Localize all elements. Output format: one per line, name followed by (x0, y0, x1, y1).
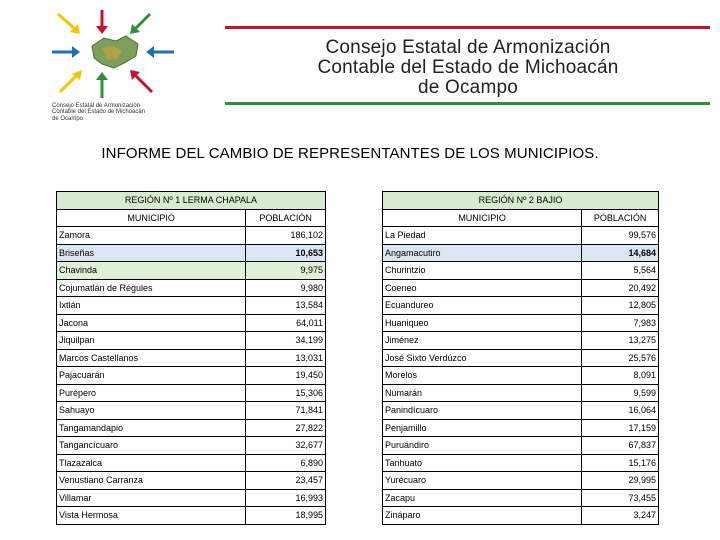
table-row (57, 349, 326, 367)
table-row (57, 332, 326, 350)
poblacion-cell: 18,995 (246, 507, 326, 525)
region1-title: REGIÓN Nº 1 LERMA CHAPALA (57, 192, 326, 210)
header-red-rule (225, 26, 710, 29)
poblacion-cell: 27,822 (246, 419, 326, 437)
table-row (383, 454, 659, 472)
table-row (57, 437, 326, 455)
poblacion-cell: 13,031 (246, 349, 326, 367)
table-row (57, 419, 326, 437)
logo-caption-line: de Ocampo (52, 115, 84, 122)
poblacion-cell: 9,980 (246, 279, 326, 297)
col-municipio-header: MUNICIPIO (57, 209, 246, 227)
municipio-cell: Vista Hermosa (57, 507, 246, 525)
municipio-cell: Zamora (57, 227, 246, 245)
org-title-line: Contable del Estado de Michoacán (317, 57, 619, 78)
municipio-cell: Ecuandureo (383, 297, 582, 315)
table-row (57, 244, 326, 262)
region1-table (56, 191, 326, 525)
municipio-cell: Panindícuaro (383, 402, 582, 420)
municipio-cell: Tanhuato (383, 454, 582, 472)
municipio-cell: Zináparo (383, 507, 582, 525)
table-row (383, 349, 659, 367)
table-row (57, 367, 326, 385)
logo-caption-line: Contable del Estado de Michoacán (52, 109, 146, 116)
poblacion-cell: 73,455 (582, 489, 659, 507)
region2-title: REGIÓN Nº 2 BAJIO (383, 192, 659, 210)
table-row (383, 227, 659, 245)
municipio-cell: Pajacuarán (57, 367, 246, 385)
org-title (288, 38, 648, 98)
table-row (57, 402, 326, 420)
municipio-cell: Briseñas (57, 244, 246, 262)
municipio-cell: Puruándiro (383, 437, 582, 455)
org-title-line: de Ocampo (417, 77, 519, 98)
poblacion-cell: 16,993 (246, 489, 326, 507)
poblacion-cell: 71,841 (246, 402, 326, 420)
table-row (383, 472, 659, 490)
municipio-cell: Ixtlán (57, 297, 246, 315)
municipio-cell: Villamar (57, 489, 246, 507)
table-row (57, 472, 326, 490)
region2-body (383, 227, 659, 525)
poblacion-cell: 23,457 (246, 472, 326, 490)
poblacion-cell: 5,564 (582, 262, 659, 280)
municipio-cell: Tangancícuaro (57, 437, 246, 455)
municipio-cell: Jiménez (383, 332, 582, 350)
table-row (57, 314, 326, 332)
municipio-cell: Penjamillo (383, 419, 582, 437)
municipio-cell: Chavinda (57, 262, 246, 280)
poblacion-cell: 99,576 (582, 227, 659, 245)
region2-table (382, 191, 659, 525)
municipio-cell: Jacona (57, 314, 246, 332)
table-row (383, 279, 659, 297)
municipio-cell: Tangamandapio (57, 419, 246, 437)
poblacion-cell: 186,102 (246, 227, 326, 245)
poblacion-cell: 19,450 (246, 367, 326, 385)
municipio-cell: Angamacutiro (383, 244, 582, 262)
poblacion-cell: 16,064 (582, 402, 659, 420)
table-row (383, 402, 659, 420)
table-row (57, 384, 326, 402)
col-poblacion-header: POBLACIÓN (582, 209, 659, 227)
poblacion-cell: 20,492 (582, 279, 659, 297)
table-row (383, 314, 659, 332)
poblacion-cell: 64,011 (246, 314, 326, 332)
report-title: INFORME DEL CAMBIO DE REPRESENTANTES DE LOS MUNICIPIOS. (101, 145, 599, 162)
municipio-cell: La Piedad (383, 227, 582, 245)
table-row (383, 507, 659, 525)
region1-body (57, 227, 326, 525)
header-green-rule (225, 102, 710, 105)
poblacion-cell: 17,159 (582, 419, 659, 437)
poblacion-cell: 15,306 (246, 384, 326, 402)
municipio-cell: Marcos Castellanos (57, 349, 246, 367)
council-logo (52, 8, 177, 100)
logo-caption-line: Consejo Estatal de Armonización (52, 103, 141, 109)
municipio-cell: Tlazazalca (57, 454, 246, 472)
table-row (57, 454, 326, 472)
poblacion-cell: 8,091 (582, 367, 659, 385)
org-title-line: Consejo Estatal de Armonización (325, 37, 611, 58)
poblacion-cell: 13,584 (246, 297, 326, 315)
municipio-cell: Churintzio (383, 262, 582, 280)
poblacion-cell: 15,176 (582, 454, 659, 472)
municipio-cell: Numarán (383, 384, 582, 402)
table-row (57, 489, 326, 507)
municipio-cell: Sahuayo (57, 402, 246, 420)
table-row (57, 227, 326, 245)
poblacion-cell: 9,599 (582, 384, 659, 402)
table-row (57, 507, 326, 525)
poblacion-cell: 6,890 (246, 454, 326, 472)
table-row (383, 367, 659, 385)
table-row (57, 297, 326, 315)
table-row (383, 297, 659, 315)
table-row (383, 419, 659, 437)
municipio-cell: Coeneo (383, 279, 582, 297)
logo-caption (52, 103, 192, 122)
poblacion-cell: 34,199 (246, 332, 326, 350)
table-row (383, 332, 659, 350)
poblacion-cell: 13,275 (582, 332, 659, 350)
table-row (383, 244, 659, 262)
poblacion-cell: 9,975 (246, 262, 326, 280)
municipio-cell: Purépero (57, 384, 246, 402)
poblacion-cell: 3,247 (582, 507, 659, 525)
table-row (57, 262, 326, 280)
col-municipio-header: MUNICIPIO (383, 209, 582, 227)
table-row (383, 489, 659, 507)
table-row (383, 437, 659, 455)
poblacion-cell: 7,983 (582, 314, 659, 332)
poblacion-cell: 67,837 (582, 437, 659, 455)
poblacion-cell: 10,653 (246, 244, 326, 262)
poblacion-cell: 32,677 (246, 437, 326, 455)
poblacion-cell: 25,576 (582, 349, 659, 367)
poblacion-cell: 14,684 (582, 244, 659, 262)
col-poblacion-header: POBLACIÓN (246, 209, 326, 227)
municipio-cell: Cojumatlán de Régules (57, 279, 246, 297)
table-row (383, 262, 659, 280)
municipio-cell: Jiquilpan (57, 332, 246, 350)
municipio-cell: José Sixto Verdúzco (383, 349, 582, 367)
municipio-cell: Zacapu (383, 489, 582, 507)
table-row (57, 279, 326, 297)
municipio-cell: Venustiano Carranza (57, 472, 246, 490)
table-row (383, 384, 659, 402)
poblacion-cell: 12,805 (582, 297, 659, 315)
municipio-cell: Huaniqueo (383, 314, 582, 332)
municipio-cell: Morelos (383, 367, 582, 385)
poblacion-cell: 29,995 (582, 472, 659, 490)
municipio-cell: Yurécuaro (383, 472, 582, 490)
